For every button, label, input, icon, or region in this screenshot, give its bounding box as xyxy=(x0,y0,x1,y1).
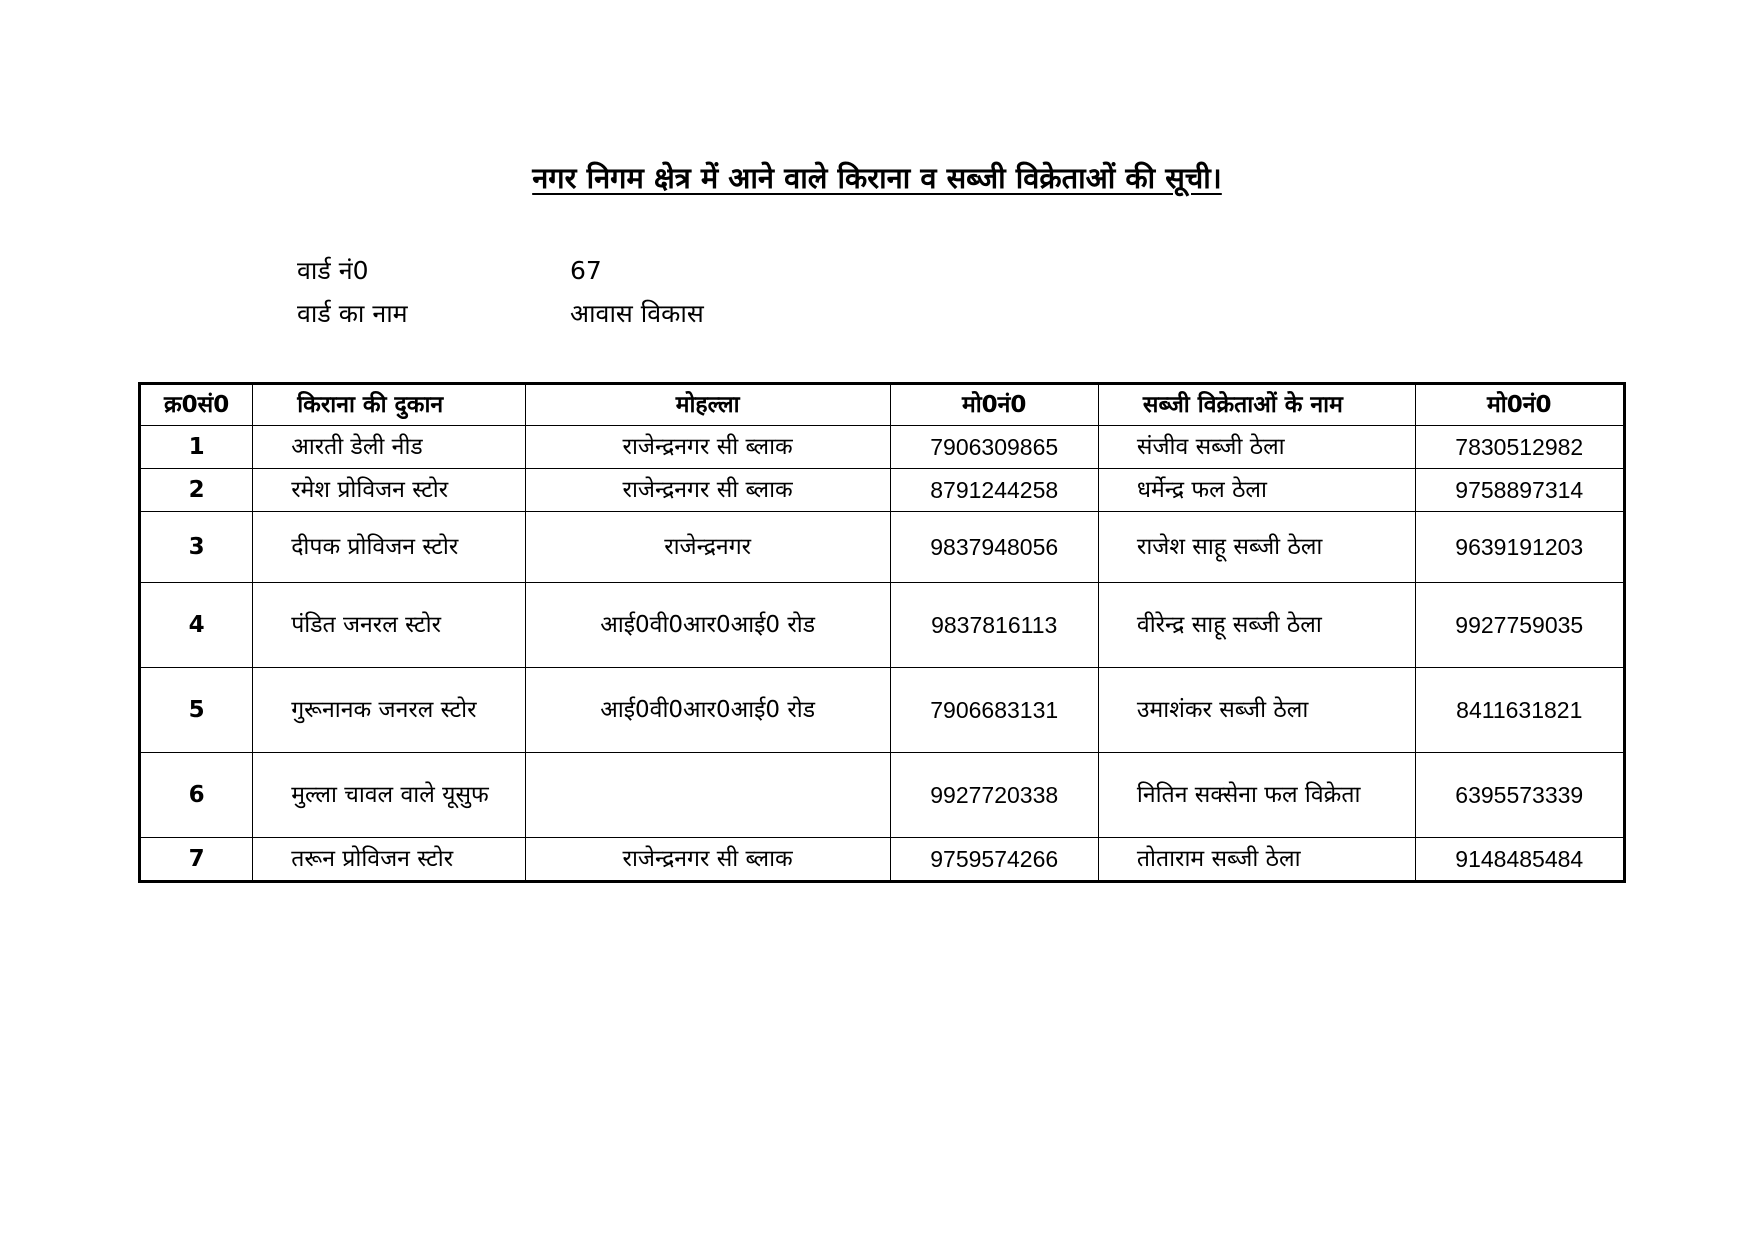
cell-mobile-1: 7906309865 xyxy=(890,426,1098,469)
header-mohalla: मोहल्ला xyxy=(525,384,890,426)
cell-mobile-2: 6395573339 xyxy=(1415,753,1624,838)
table-row xyxy=(140,838,1625,882)
cell-sabji xyxy=(1098,426,1415,469)
cell-shop xyxy=(253,668,526,753)
cell-sno: 7 xyxy=(140,838,253,882)
cell-mobile-1: 8791244258 xyxy=(890,469,1098,512)
cell-shop-text: तरून प्रोविजन स्टोर xyxy=(291,846,454,872)
cell-sabji-text: धर्मेन्द्र फल ठेला xyxy=(1136,477,1267,503)
cell-shop xyxy=(253,838,526,882)
cell-sabji-text: नितिन सक्सेना फल विक्रेता xyxy=(1136,782,1361,808)
cell-mobile-1: 9927720338 xyxy=(890,753,1098,838)
cell-mohalla: आई0वी0आर0आई0 रोड xyxy=(525,668,890,753)
cell-shop xyxy=(253,512,526,583)
header-mobile-1: मो0नं0 xyxy=(890,384,1098,426)
cell-shop-text: गुरूनानक जनरल स्टोर xyxy=(291,697,477,723)
cell-sno: 3 xyxy=(140,512,253,583)
cell-mobile-2: 9639191203 xyxy=(1415,512,1624,583)
cell-mohalla: राजेन्द्रनगर xyxy=(525,512,890,583)
header-shop: किराना की दुकान xyxy=(253,384,526,426)
cell-sabji xyxy=(1098,753,1415,838)
cell-mobile-2: 9148485484 xyxy=(1415,838,1624,882)
cell-shop-text: रमेश प्रोविजन स्टोर xyxy=(291,477,449,503)
cell-sabji xyxy=(1098,668,1415,753)
cell-sabji xyxy=(1098,838,1415,882)
cell-shop xyxy=(253,426,526,469)
table-header-row xyxy=(140,384,1625,426)
header-mobile-2: मो0नं0 xyxy=(1415,384,1624,426)
cell-mobile-1: 9837816113 xyxy=(890,583,1098,668)
document-title-text: नगर निगम क्षेत्र में आने वाले किराना व सब्जी विक्रेताओं की सूची। xyxy=(532,161,1222,195)
cell-sabji-text: उमाशंकर सब्जी ठेला xyxy=(1136,697,1309,723)
cell-sabji-text: तोताराम सब्जी ठेला xyxy=(1136,846,1301,872)
table-row xyxy=(140,753,1625,838)
cell-shop-text: मुल्ला चावल वाले यूसुफ xyxy=(291,782,489,808)
ward-number-value: 67 xyxy=(570,256,602,285)
cell-sno: 6 xyxy=(140,753,253,838)
cell-shop xyxy=(253,469,526,512)
table-row xyxy=(140,512,1625,583)
header-sno: क्र0सं0 xyxy=(140,384,253,426)
cell-mobile-1: 9837948056 xyxy=(890,512,1098,583)
cell-sabji-text: वीरेन्द्र साहू सब्जी ठेला xyxy=(1136,612,1322,638)
document-title xyxy=(0,158,1754,198)
table-row xyxy=(140,583,1625,668)
cell-sno: 1 xyxy=(140,426,253,469)
ward-name-label: वार्ड का नाम xyxy=(297,299,408,328)
ward-number-label: वार्ड नं0 xyxy=(297,256,369,285)
cell-mobile-1: 7906683131 xyxy=(890,668,1098,753)
table-row xyxy=(140,426,1625,469)
cell-sabji-text: संजीव सब्जी ठेला xyxy=(1136,434,1285,460)
cell-shop-text: दीपक प्रोविजन स्टोर xyxy=(291,534,459,560)
cell-sno: 2 xyxy=(140,469,253,512)
table-row xyxy=(140,469,1625,512)
cell-mohalla: राजेन्द्रनगर सी ब्लाक xyxy=(525,469,890,512)
ward-name-value: आवास विकास xyxy=(570,299,704,328)
cell-mohalla: राजेन्द्रनगर सी ब्लाक xyxy=(525,838,890,882)
cell-sno: 5 xyxy=(140,668,253,753)
cell-shop xyxy=(253,583,526,668)
cell-sabji xyxy=(1098,583,1415,668)
cell-mohalla: आई0वी0आर0आई0 रोड xyxy=(525,583,890,668)
header-sabji: सब्जी विक्रेताओं के नाम xyxy=(1098,384,1415,426)
cell-mohalla: राजेन्द्रनगर सी ब्लाक xyxy=(525,426,890,469)
cell-shop xyxy=(253,753,526,838)
cell-mobile-2: 9927759035 xyxy=(1415,583,1624,668)
cell-shop-text: पंडित जनरल स्टोर xyxy=(291,612,442,638)
cell-mohalla xyxy=(525,753,890,838)
table-row xyxy=(140,668,1625,753)
vendor-table xyxy=(138,382,1626,883)
cell-mobile-2: 9758897314 xyxy=(1415,469,1624,512)
cell-shop-text: आरती डेली नीड xyxy=(291,434,423,460)
cell-mobile-2: 7830512982 xyxy=(1415,426,1624,469)
cell-sno: 4 xyxy=(140,583,253,668)
cell-sabji-text: राजेश साहू सब्जी ठेला xyxy=(1136,534,1323,560)
cell-sabji xyxy=(1098,469,1415,512)
cell-mobile-2: 8411631821 xyxy=(1415,668,1624,753)
cell-sabji xyxy=(1098,512,1415,583)
cell-mobile-1: 9759574266 xyxy=(890,838,1098,882)
